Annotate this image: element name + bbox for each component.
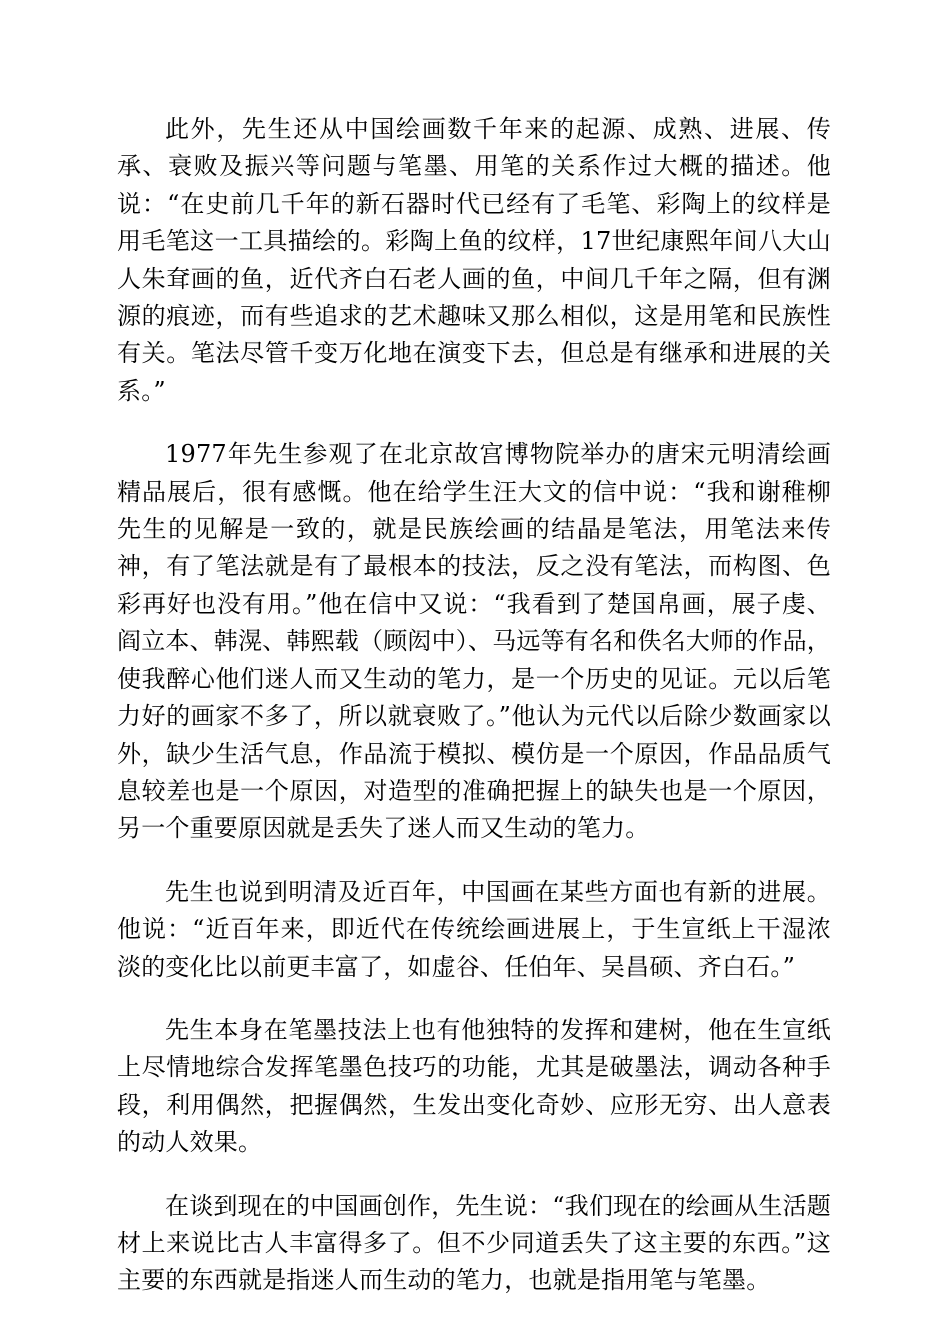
paragraph-2: 1977年先生参观了在北京故宫博物院举办的唐宋元明清绘画精品展后，很有感慨。他在给学生汪大文的信中说：“我和谢稚柳先生的见解是一致的，就是民族绘画的结晶是笔法，用笔法来传神，有了笔法就是有了最根本的技法，反之没有笔法，而构图、色彩再好也没有用。”他在信中又说：“我看到了楚国帛画，展子虔、阎立本、韩滉、韩熙载（顾闳中）、马远等有名和佚名大师的作品，使我醉心他们迷人而又生动的笔力，是一个历史的见证。元以后笔力好的画家不多了，所以就衰败了。”他认为元代以后除少数画家以外，缺少生活气息，作品流于模拟、模仿是一个原因，作品品质气息较差也是一个原因，对造型的准确把握上的缺失也是一个原因，另一个重要原因就是丢失了迷人而又生动的笔力。 — [117, 440, 831, 843]
paragraph-4: 先生本身在笔墨技法上也有他独特的发挥和建树，他在生宣纸上尽情地综合发挥笔墨色技巧的功能，尤其是破墨法，调动各种手段，利用偶然，把握偶然，生发出变化奇妙、应形无穷、出人意表的动人效果。 — [117, 1015, 831, 1157]
document-body — [117, 111, 831, 1326]
paragraph-5: 在谈到现在的中国画创作，先生说：“我们现在的绘画从生活题材上来说比古人丰富得多了。但不少同道丢失了这主要的东西。”这主要的东西就是指迷人而生动的笔力，也就是指用笔与笔墨。 — [117, 1191, 831, 1295]
paragraph-3: 先生也说到明清及近百年，中国画在某些方面也有新的进展。他说：“近百年来，即近代在传统绘画进展上，于生宣纸上干湿浓淡的变化比以前更丰富了，如虚谷、任伯年、吴昌硕、齐白石。” — [117, 877, 831, 981]
paragraph-1: 此外，先生还从中国绘画数千年来的起源、成熟、进展、传承、衰败及振兴等问题与笔墨、用笔的关系作过大概的描述。他说：“在史前几千年的新石器时代已经有了毛笔、彩陶上的纹样是用毛笔这一工具描绘的。彩陶上鱼的纹样，17世纪康熙年间八大山人朱耷画的鱼，近代齐白石老人画的鱼，中间几千年之隔，但有渊源的痕迹，而有些追求的艺术趣味又那么相似，这是用笔和民族性有关。笔法尽管千变万化地在演变下去，但总是有继承和进展的关系。” — [117, 115, 831, 405]
